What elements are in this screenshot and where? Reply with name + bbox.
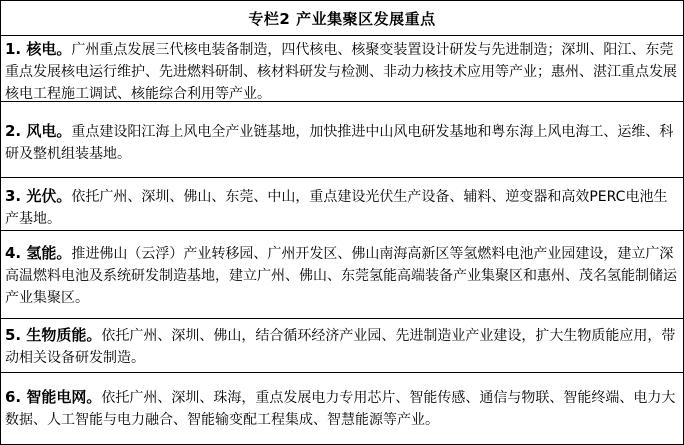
section-biomass: [1, 320, 683, 373]
section-heading: 3. 光伏。: [5, 187, 72, 205]
section-solar: [1, 179, 683, 231]
section-text: 广州重点发展三代核电装备制造，四代核电、核聚变装置设计研发与先进制造；深圳、阳江、东莞重点发展核电运行维护、先进燃料研制、核材料研发与检测、非动力核技术应用等产业；惠州、湛江重点发展核电工程施工调试、核能综合利用等产业。: [5, 42, 677, 102]
section-nuclear: [1, 36, 683, 102]
section-text: 推进佛山（云浮）产业转移园、广州开发区、佛山南海高新区等氢燃料电池产业园建设，建立广深高温燃料电池及系统研发制造基地，建立广州、佛山、东莞氢能高端装备产业集聚区和惠州、茂名氢能制储运产业集聚区。: [5, 246, 677, 306]
section-heading: 5. 生物质能。: [5, 326, 102, 344]
section-heading: 4. 氢能。: [5, 244, 72, 262]
title-row: [1, 1, 683, 36]
section-text: 依托广州、深圳、珠海，重点发展电力专用芯片、智能传感、通信与物联、智能终端、电力大数据、人工智能与电力融合、智能输变配工程集成、智慧能源等产业。: [5, 390, 676, 428]
section-hydrogen: [1, 232, 683, 319]
section-smart-grid: [1, 374, 683, 444]
section-heading: 1. 核电。: [5, 40, 72, 58]
section-wind: [1, 103, 683, 178]
section-text: 依托广州、深圳、佛山，结合循环经济产业园、先进制造业产业建设，扩大生物质能应用，带动相关设备研发制造。: [5, 328, 676, 366]
section-text: 重点建设阳江海上风电全产业链基地，加快推进中山风电研发基地和粤东海上风电海工、运维、科研及整机组装基地。: [5, 124, 674, 162]
box-title: 专栏2 产业集聚区发展重点: [248, 9, 436, 28]
section-text: 依托广州、深圳、佛山、东莞、中山，重点建设光伏生产设备、辅料、逆变器和高效PERC电池生产基地。: [5, 189, 668, 227]
section-heading: 2. 风电。: [5, 122, 72, 140]
section-heading: 6. 智能电网。: [5, 388, 102, 406]
